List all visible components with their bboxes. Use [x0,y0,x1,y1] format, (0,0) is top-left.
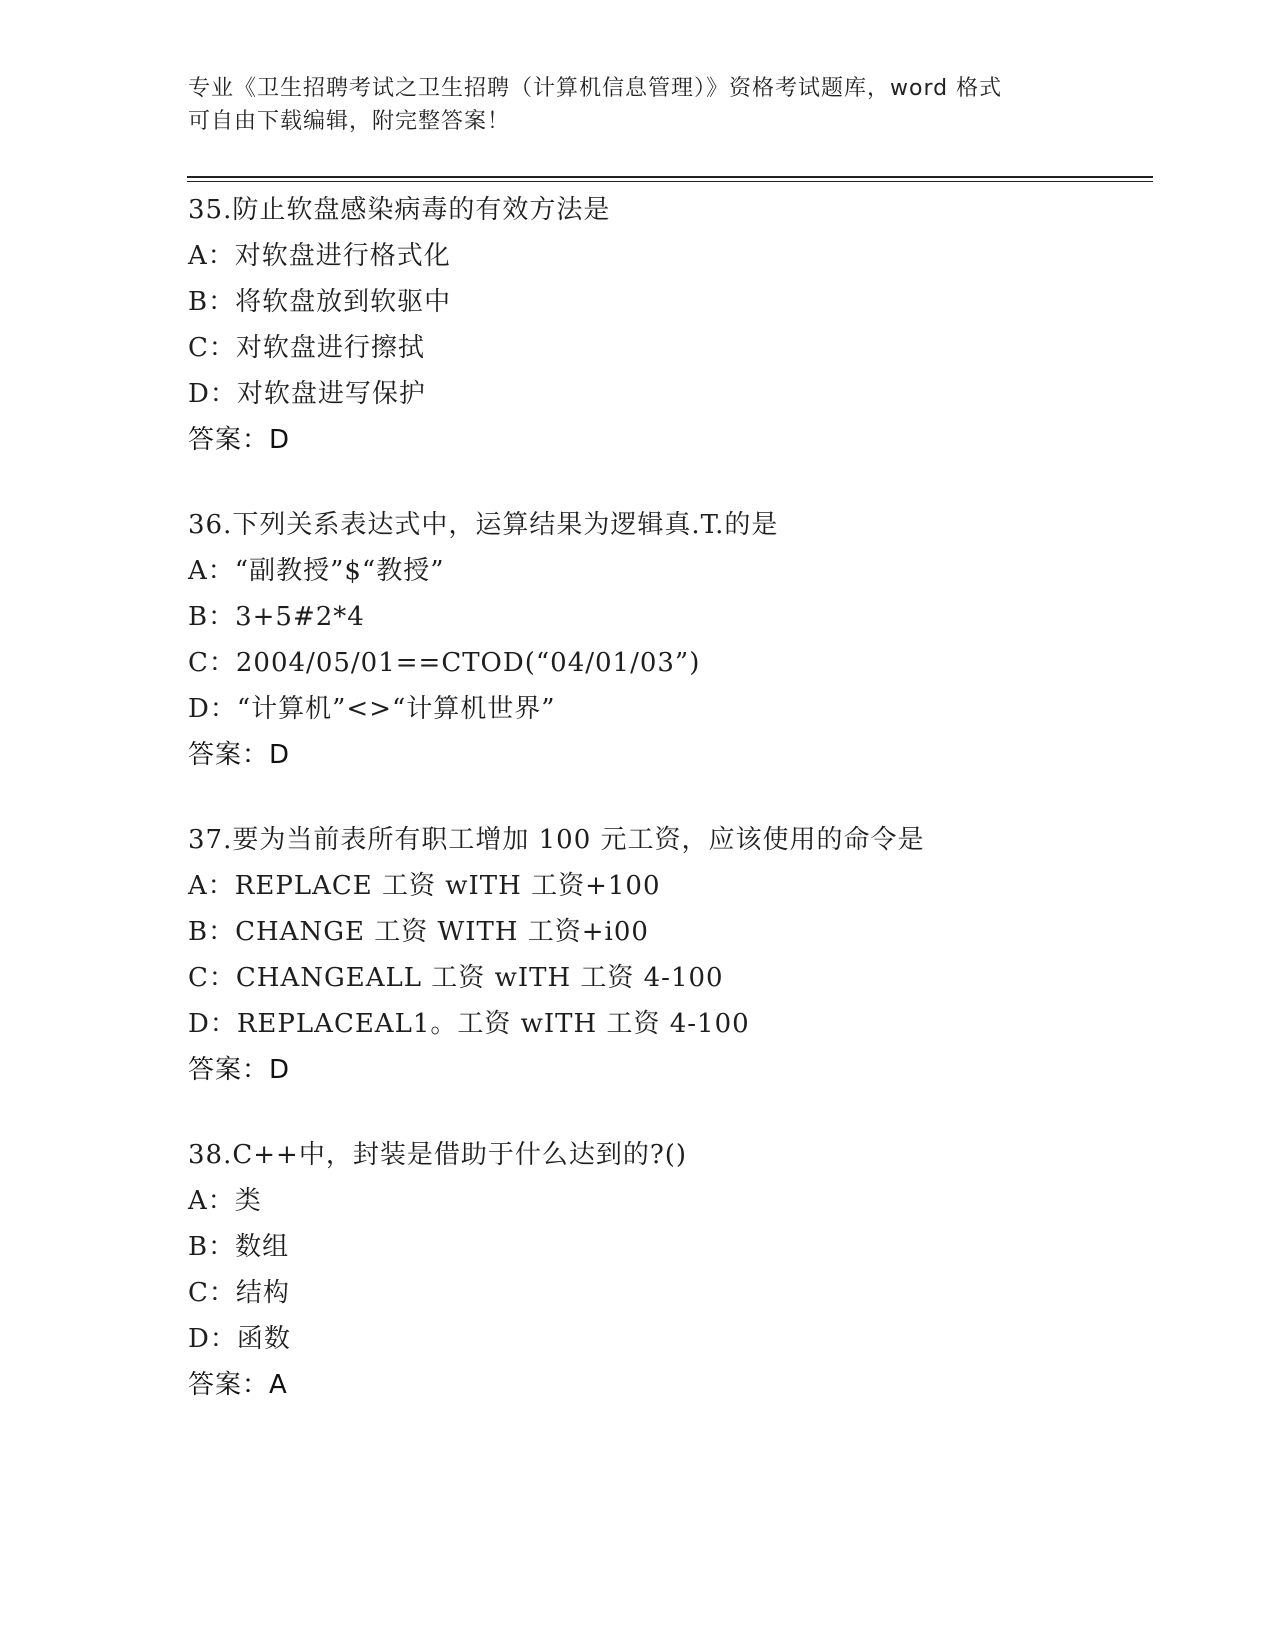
option-d: D：REPLACEAL1。工资 wITH 工资 4-100 [188,1009,750,1039]
option-c: C：CHANGEALL 工资 wITH 工资 4-100 [188,963,724,993]
answer-line: 答案：A [188,1370,288,1400]
question-stem: 35.防止软盘感染病毒的有效方法是 [188,195,611,225]
answer-line: 答案：D [188,1055,291,1085]
header-divider-thin [187,181,1153,182]
header-line-1: 专业《卫生招聘考试之卫生招聘（计算机信息管理）》资格考试题库，word 格式 [188,76,1003,101]
option-a: A：对软盘进行格式化 [188,241,451,271]
question-item [188,502,1148,778]
question-list [188,187,1148,1447]
question-stem: 37.要为当前表所有职工增加 100 元工资，应该使用的命令是 [188,825,925,855]
option-d: D：“计算机”<>“计算机世界” [188,694,556,724]
option-a: A：“副教授”$“教授” [188,556,445,586]
option-a: A：REPLACE 工资 wITH 工资+100 [188,871,661,901]
option-b: B：数组 [188,1232,290,1262]
option-c: C：对软盘进行擦拭 [188,333,425,363]
option-d: D：对软盘进写保护 [188,379,426,409]
document-header [188,72,1088,138]
option-c: C：结构 [188,1278,290,1308]
question-stem: 36.下列关系表达式中，运算结果为逻辑真.T.的是 [188,510,779,540]
question-stem: 38.C++中，封装是借助于什么达到的?() [188,1140,688,1170]
option-b: B：将软盘放到软驱中 [188,287,452,317]
header-divider-thick [187,176,1153,178]
question-item [188,187,1148,463]
option-b: B：3+5#2*4 [188,602,365,632]
option-b: B：CHANGE 工资 WITH 工资+i00 [188,917,649,947]
header-line-2: 可自由下载编辑，附完整答案！ [188,109,511,134]
question-item [188,1132,1148,1408]
question-item [188,817,1148,1093]
option-c: C：2004/05/01==CTOD(“04/01/03”) [188,648,701,678]
option-a: A：类 [188,1186,262,1216]
answer-line: 答案：D [188,740,291,770]
answer-line: 答案：D [188,425,291,455]
option-d: D：函数 [188,1324,291,1354]
